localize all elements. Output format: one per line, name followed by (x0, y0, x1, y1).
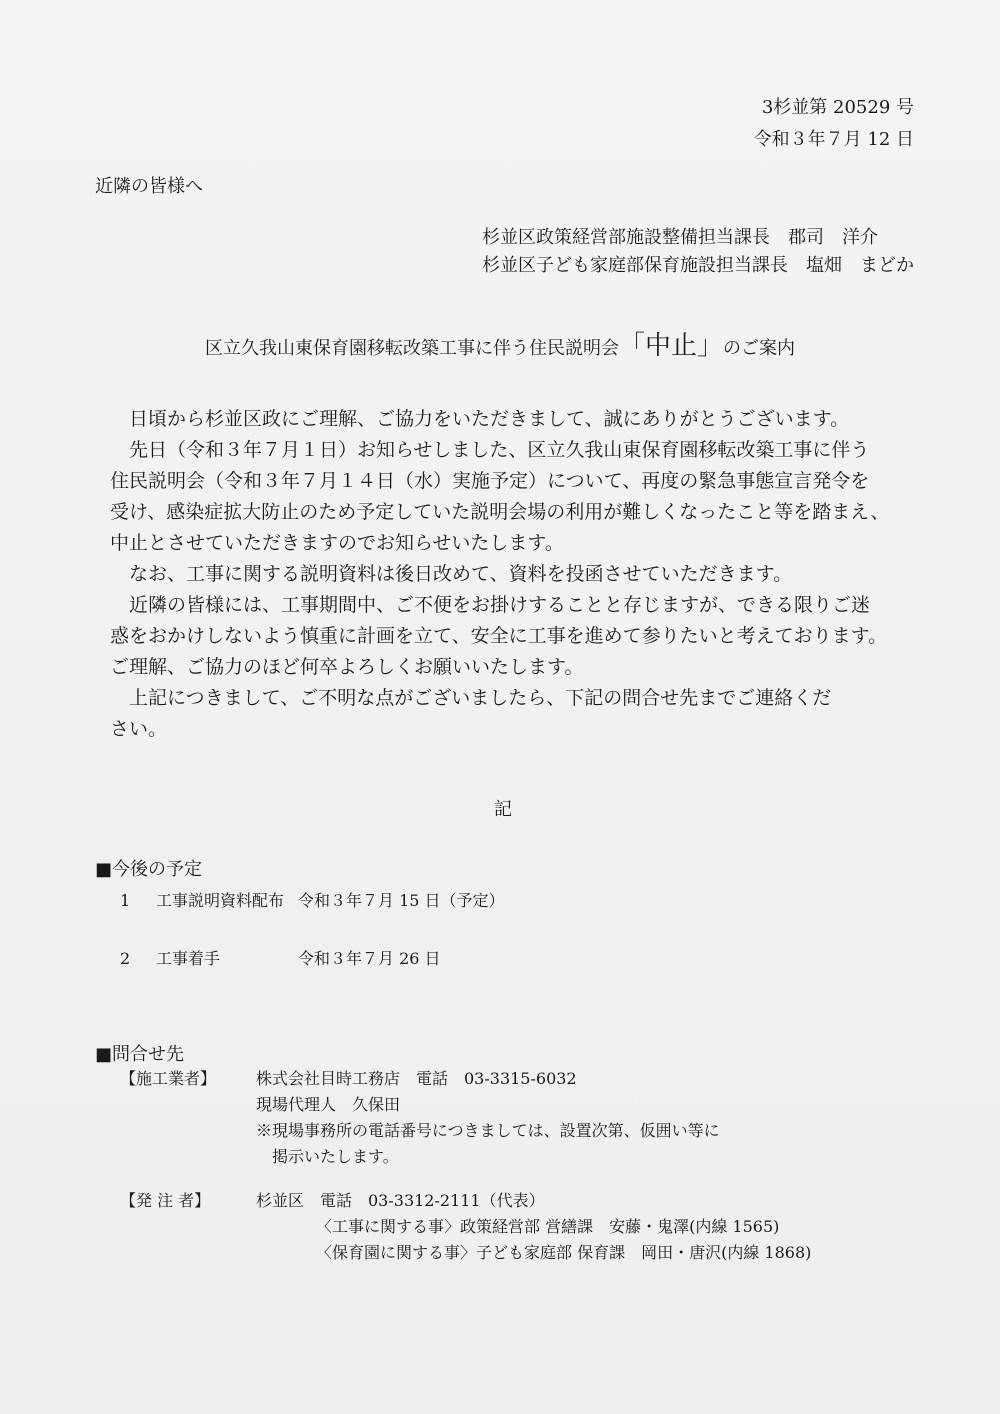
body-line: 上記につきまして、ご不明な点がございましたら、下記の問合せ先までご連絡くだ (110, 687, 832, 709)
title-text: 区立久我山東保育園移転改築工事に伴う住民説明会 (204, 338, 619, 359)
contractor-line: 掲示いたします。 (256, 1147, 399, 1166)
contractor-line: ※現場事務所の電話番号につきましては、設置次第、仮囲い等に (256, 1121, 720, 1140)
schedule-item-date: 令和３年７月 15 日（予定） (298, 891, 505, 910)
addressee: 近隣の皆様へ (95, 176, 203, 197)
body-line: 先日（令和３年７月１日）お知らせしました、区立久我山東保育園移転改築工事に伴う (110, 439, 870, 461)
body-line: 近隣の皆様には、工事期間中、ご不便をお掛けすることと存じますが、できる限りご迷 (110, 594, 871, 616)
contacts-heading: ■問合せ先 (95, 1044, 185, 1065)
schedule-item-label: 工事着手 (156, 949, 221, 968)
document-date: 令和３年７月 12 日 (753, 129, 914, 150)
reference-number: 3杉並第 20529 号 (761, 97, 914, 118)
sender-line: 杉並区子ども家庭部保育施設担当課長 塩畑 まどか (482, 255, 914, 276)
client-line: 〈工事に関する事〉政策経営部 営繕課 安藤・鬼澤(内線 1565) (316, 1217, 780, 1236)
contractor-details (256, 1066, 720, 1170)
schedule-heading: ■今後の予定 (95, 859, 203, 880)
schedule-item (120, 946, 441, 969)
contractor-label: 【施工業者】 (120, 1069, 217, 1088)
body-line: なお、工事に関する説明資料は後日改めて、資料を投函させていただきます。 (110, 563, 793, 585)
client-label: 【発 注 者】 (120, 1191, 211, 1210)
client-details (256, 1188, 811, 1266)
body-line: 住民説明会（令和３年７月１４日（水）実施予定）について、再度の緊急事態宣言発令を (110, 470, 870, 492)
schedule-item (120, 888, 505, 911)
body-line: 日頃から杉並区政にご理解、ご協力をいただきまして、誠にありがとうございます。 (110, 408, 850, 430)
schedule-item-date: 令和３年７月 26 日 (298, 949, 441, 968)
schedule-item-number: 2 (120, 949, 131, 968)
contractor-line: 株式会社目時工務店 電話 03-3315-6032 (256, 1069, 577, 1088)
body-line: 惑をおかけしないよう慎重に計画を立て、安全に工事を進めて参りたいと考えております。 (110, 625, 888, 647)
body-line: ご理解、ご協力のほど何卒よろしくお願いいたします。 (110, 656, 584, 678)
body-text (110, 404, 930, 745)
client-line: 杉並区 電話 03-3312-2111（代表） (256, 1191, 545, 1210)
document-title (0, 325, 1000, 362)
body-line: さい。 (110, 718, 168, 740)
client-line: 〈保育園に関する事〉子ども家庭部 保育課 岡田・唐沢(内線 1868) (316, 1243, 812, 1262)
senders (482, 224, 914, 280)
schedule-item-number: 1 (120, 891, 131, 910)
title-emphasis: 「中止」 (618, 331, 723, 361)
title-suffix: のご案内 (723, 338, 795, 359)
body-line: 受け、感染症拡大防止のため予定していた説明会場の利用が難しくなったこと等を踏まえ、 (110, 501, 890, 523)
ki-marker: 記 (494, 799, 512, 820)
schedule-item-label: 工事説明資料配布 (156, 891, 285, 910)
document-reference (754, 92, 914, 156)
contractor-line: 現場代理人 久保田 (256, 1095, 401, 1114)
body-line: 中止とさせていただきますのでお知らせいたします。 (110, 532, 564, 554)
sender-line: 杉並区政策経営部施設整備担当課長 郡司 洋介 (482, 227, 878, 248)
